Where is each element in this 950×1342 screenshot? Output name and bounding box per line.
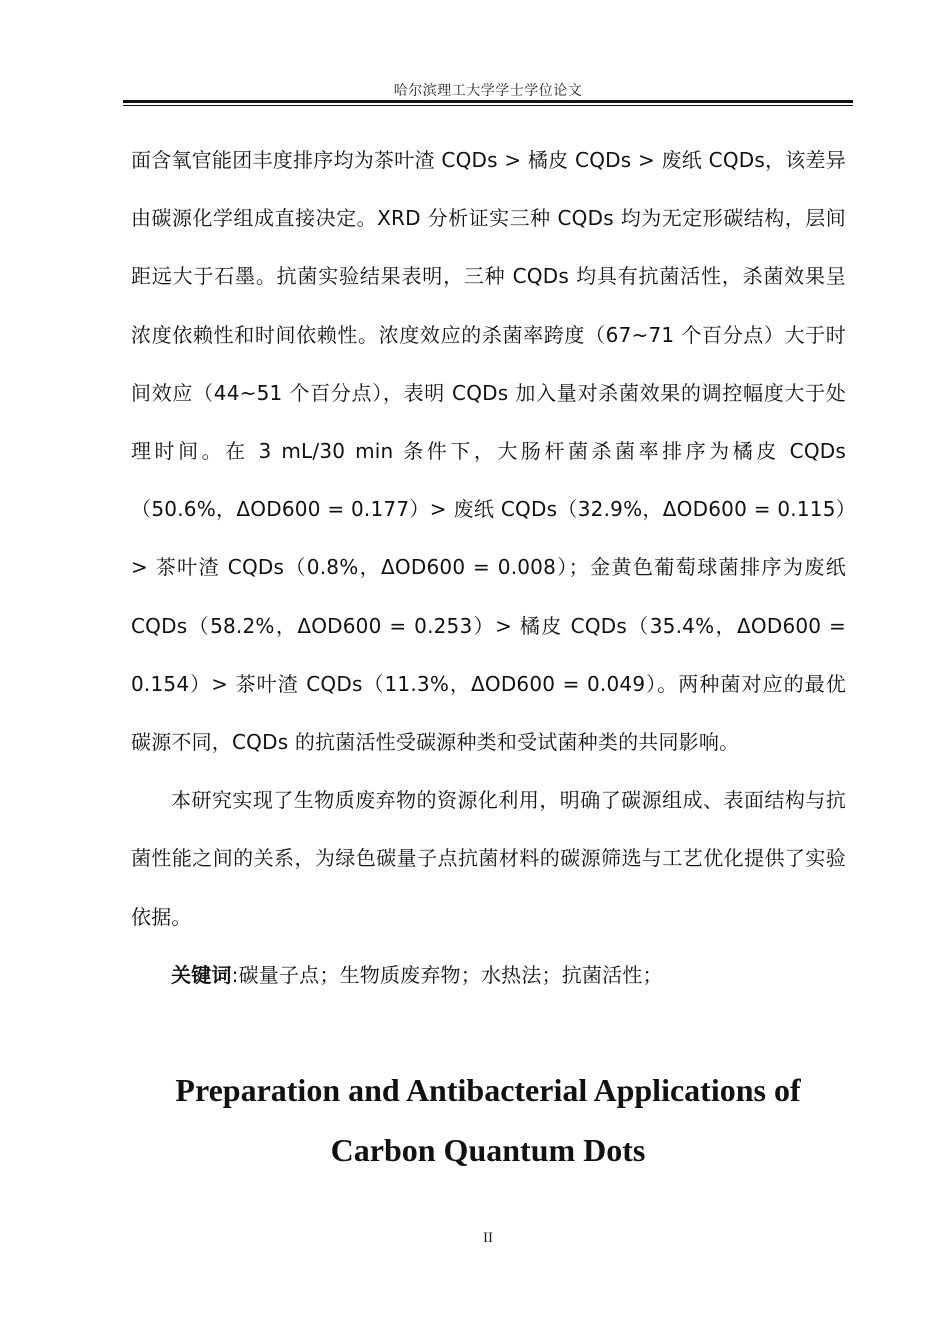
keywords-separator: : (231, 962, 239, 987)
keywords-line (131, 946, 846, 1004)
english-title-line-1: Preparation and Antibacterial Applications of (175, 1072, 801, 1108)
english-title (123, 1060, 853, 1180)
header-rule-thin (123, 105, 853, 106)
abstract-paragraph-2: 本研究实现了生物质废弃物的资源化利用，明确了碳源组成、表面结构与抗菌性能之间的关系，为绿色碳量子点抗菌材料的碳源筛选与工艺优化提供了实验依据。 (131, 788, 846, 929)
english-title-line-2: Carbon Quantum Dots (330, 1132, 646, 1168)
header-rule-thick (123, 100, 853, 103)
abstract-body (131, 131, 846, 1004)
page-number: II (483, 1230, 493, 1246)
keywords-values: 碳量子点；生物质废弃物；水热法；抗菌活性； (238, 962, 663, 987)
abstract-paragraph-1: 面含氧官能团丰度排序均为茶叶渣 CQDs > 橘皮 CQDs > 废纸 CQDs，该差异由碳源化学组成直接决定。XRD 分析证实三种 CQDs 均为无定形碳结构，层间距远大于石墨。抗菌实验结果表明，三种 CQDs 均具有抗菌活性，杀菌效果呈浓度依赖性和时间依赖性。浓度效应的杀菌率跨度（67~71 个百分点）大于时间效应（44~51 个百分点），表明 CQDs 加入量对杀菌效果的调控幅度大于处理时间。在 3 mL/30 min 条件下，大肠杆菌杀菌率排序为橘皮 CQDs（50.6%，ΔOD600 = 0.177）> 废纸 CQDs（32.9%，ΔOD600 = 0.115）> 茶叶渣 CQDs（0.8%，ΔOD600 = 0.008）；金黄色葡萄球菌排序为废纸 CQDs（58.2%，ΔOD600 = 0.253）> 橘皮 CQDs（35.4%，ΔOD600 = 0.154）> 茶叶渣 CQDs（11.3%，ΔOD600 = 0.049）。两种菌对应的最优碳源不同，CQDs 的抗菌活性受碳源种类和受试菌种类的共同影响。 (131, 148, 846, 755)
keywords-label: 关键词 (171, 962, 232, 987)
running-header: 哈尔滨理工大学学士学位论文 (393, 83, 583, 99)
